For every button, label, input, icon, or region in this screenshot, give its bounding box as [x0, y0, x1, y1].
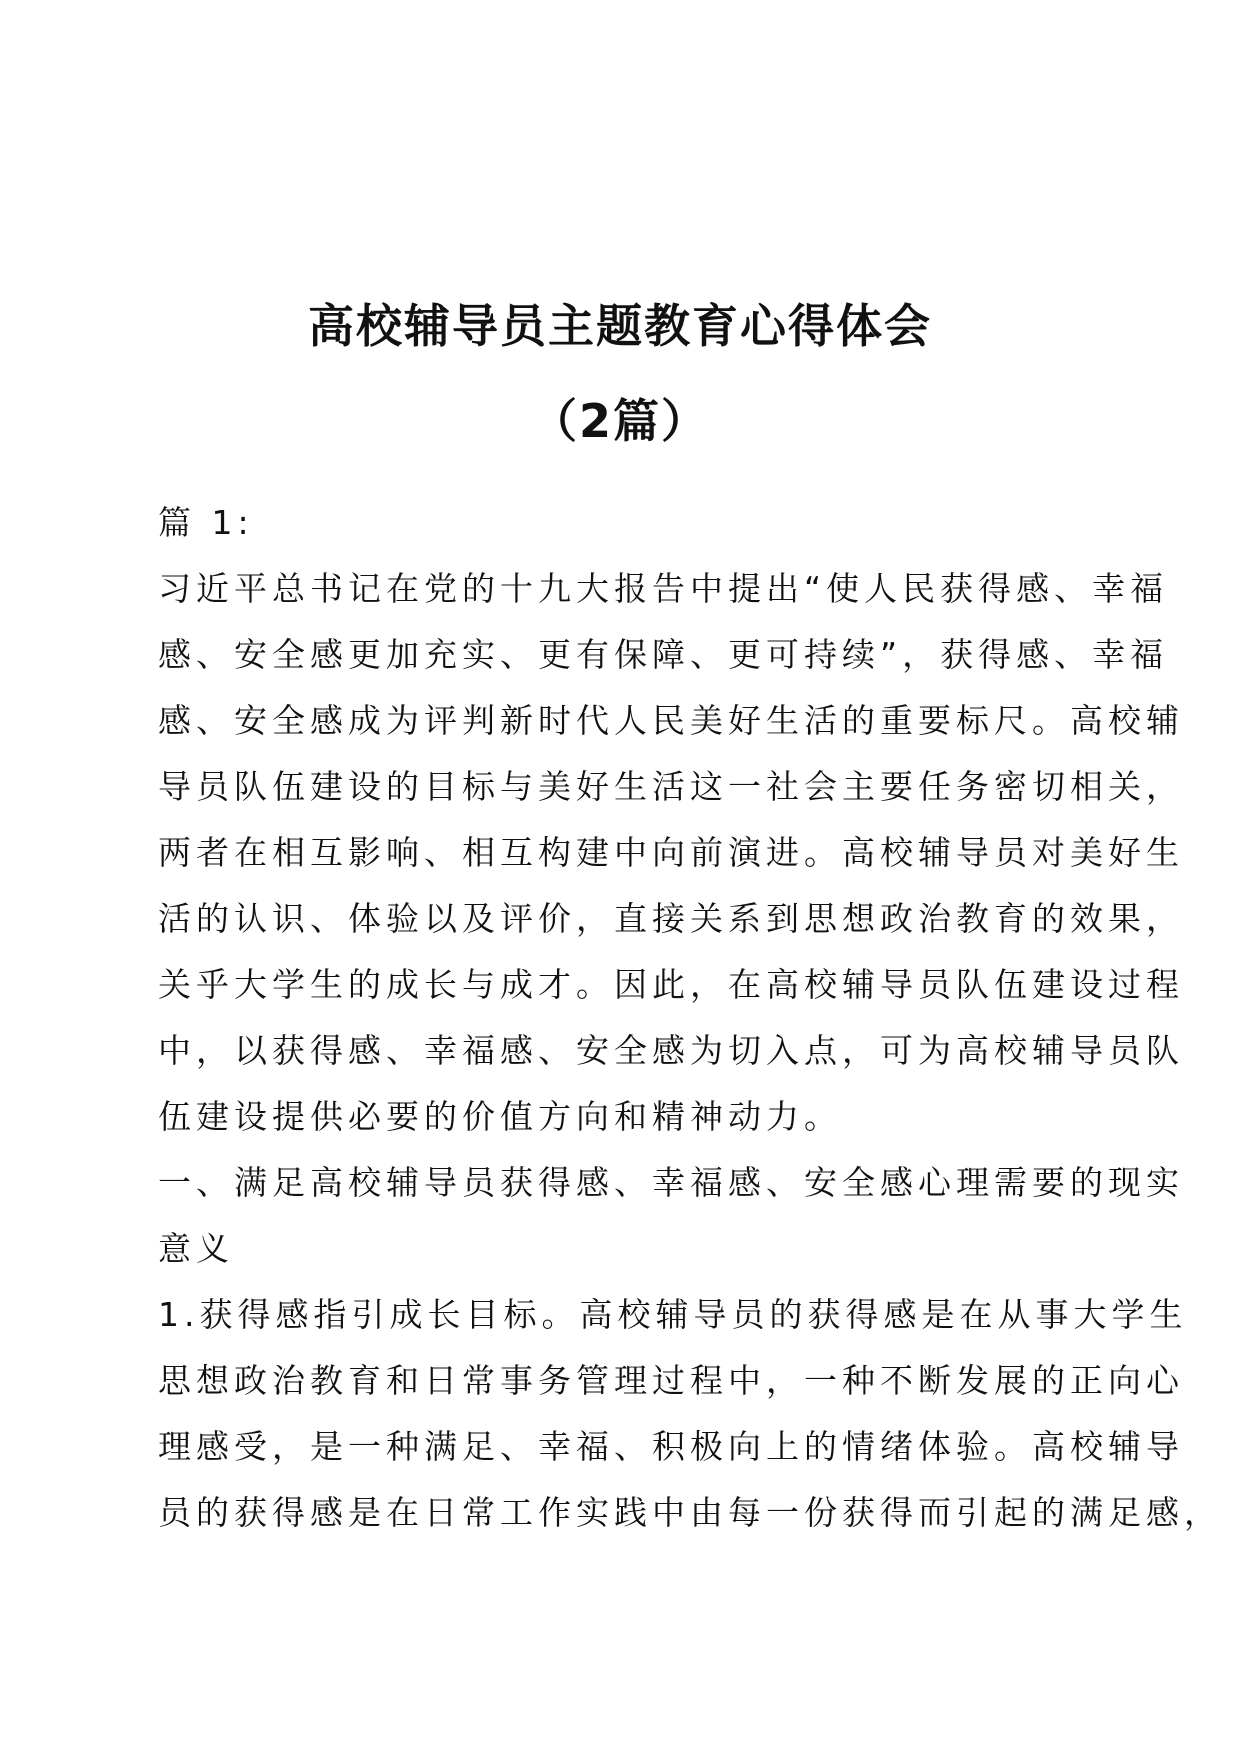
paragraph-line: 关乎大学生的成长与成才。因此，在高校辅导员队伍建设过程	[158, 965, 1184, 1004]
paragraph-line: 感、安全感成为评判新时代人民美好生活的重要标尺。高校辅	[158, 701, 1184, 740]
paragraph-line: 导员队伍建设的目标与美好生活这一社会主要任务密切相关，	[158, 767, 1184, 806]
paragraph-line: 两者在相互影响、相互构建中向前演进。高校辅导员对美好生	[158, 833, 1184, 872]
paragraph-line: 员的获得感是在日常工作实践中由每一份获得而引起的满足感，	[158, 1493, 1222, 1532]
document-title: 高校辅导员主题教育心得体会	[308, 299, 932, 353]
paragraph-line: 伍建设提供必要的价值方向和精神动力。	[158, 1097, 842, 1136]
paragraph-line: 思想政治教育和日常事务管理过程中，一种不断发展的正向心	[158, 1361, 1184, 1400]
paragraph-line: 1.获得感指引成长目标。高校辅导员的获得感是在从事大学生	[158, 1295, 1188, 1334]
section-heading-line: 一、满足高校辅导员获得感、幸福感、安全感心理需要的现实	[158, 1163, 1184, 1202]
document-body	[158, 490, 1222, 1546]
paragraph-line: 中，以获得感、幸福感、安全感为切入点，可为高校辅导员队	[158, 1031, 1184, 1070]
section-label: 篇 1:	[158, 503, 254, 542]
paragraph-line: 活的认识、体验以及评价，直接关系到思想政治教育的效果，	[158, 899, 1184, 938]
section-heading-line: 意义	[158, 1229, 234, 1268]
document-subtitle: （2篇）	[530, 394, 709, 448]
paragraph-line: 理感受，是一种满足、幸福、积极向上的情绪体验。高校辅导	[158, 1427, 1184, 1466]
paragraph-line: 习近平总书记在党的十九大报告中提出“使人民获得感、幸福	[158, 569, 1169, 608]
paragraph-line: 感、安全感更加充实、更有保障、更可持续”，获得感、幸福	[158, 635, 1169, 674]
